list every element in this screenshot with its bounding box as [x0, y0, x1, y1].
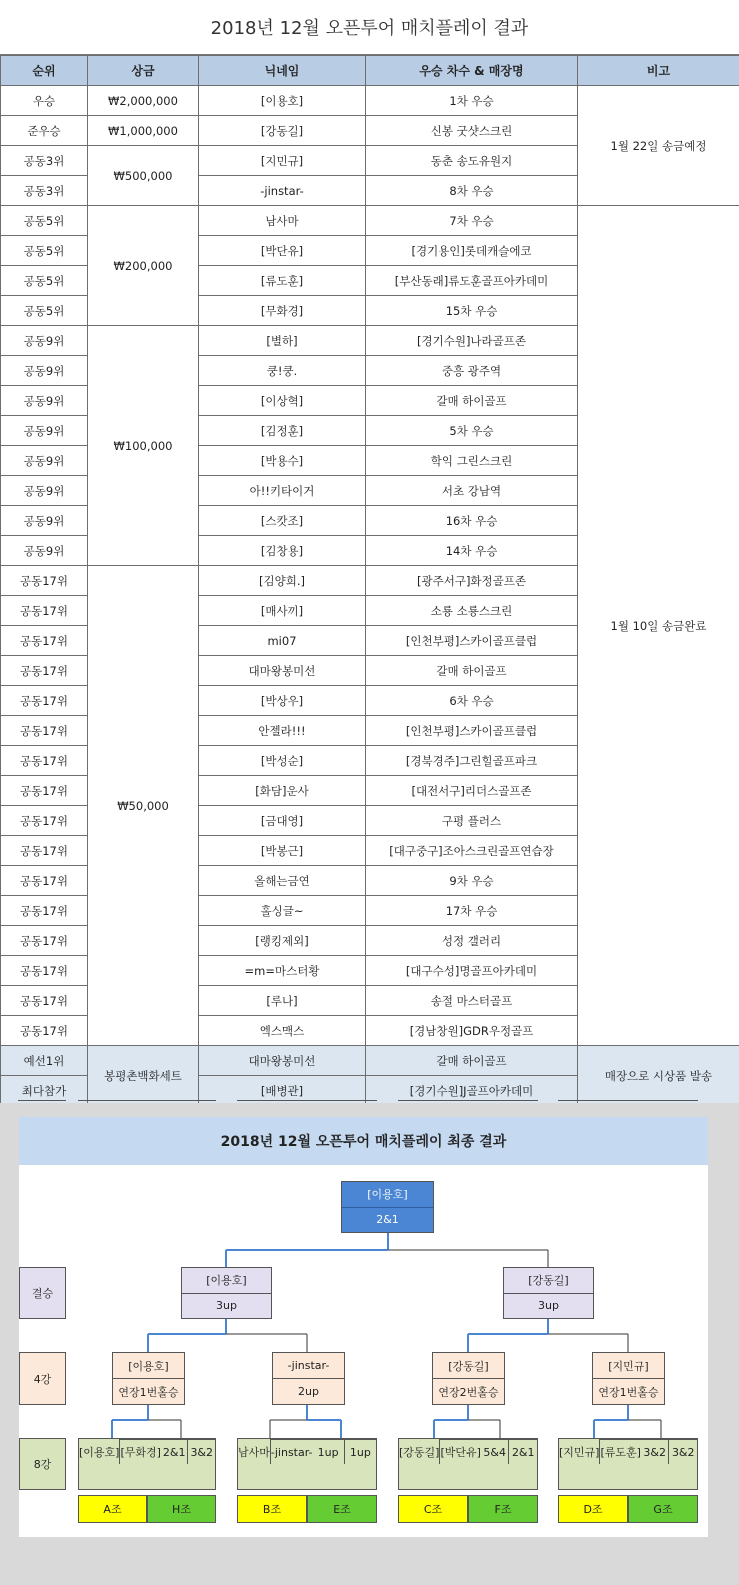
semi-score: 2up — [273, 1378, 344, 1404]
prize-cell: 봉평촌백화세트 — [88, 1046, 199, 1106]
rank-cell: 공동17위 — [1, 716, 88, 746]
nickname-cell: [김양희.] — [199, 566, 366, 596]
quarter-score: 3&2 — [188, 1439, 215, 1464]
nickname-cell: [별하] — [199, 326, 366, 356]
quarter-player: [류도훈] — [600, 1439, 640, 1464]
nickname-cell: [지민규] — [199, 146, 366, 176]
quarter-score: 1up — [313, 1439, 345, 1464]
note-cell: 1월 22일 송금예정 — [578, 86, 739, 206]
nickname-cell: 아!!키타이거 — [199, 476, 366, 506]
venue-cell: 동춘 송도유원지 — [366, 146, 578, 176]
group-label: H조 — [147, 1495, 216, 1523]
quarter-box-2 — [237, 1438, 377, 1490]
rank-cell: 공동5위 — [1, 206, 88, 236]
group-label: G조 — [628, 1495, 698, 1523]
quarter-box-3 — [398, 1438, 538, 1490]
final-box-left — [181, 1267, 272, 1319]
venue-cell: [대전서구]리더스골프존 — [366, 776, 578, 806]
nickname-cell: =m=마스터황 — [199, 956, 366, 986]
header-venue: 우승 차수 & 매장명 — [366, 56, 578, 86]
divider — [237, 1100, 377, 1101]
venue-cell: 서초 강남역 — [366, 476, 578, 506]
rank-cell: 공동9위 — [1, 536, 88, 566]
header-row — [1, 56, 739, 86]
nickname-cell: [류도훈] — [199, 266, 366, 296]
venue-cell: 8차 우승 — [366, 176, 578, 206]
quarter-player: [박단유] — [440, 1439, 480, 1464]
nickname-cell: -jinstar- — [199, 176, 366, 206]
semi-name: -jinstar- — [287, 1359, 330, 1372]
quarter-player: -jinstar- — [271, 1439, 313, 1464]
nickname-cell: 엑스맥스 — [199, 1016, 366, 1046]
results-table — [0, 55, 739, 1106]
venue-cell: 소룡 소룡스크린 — [366, 596, 578, 626]
nickname-cell: [강동길] — [199, 116, 366, 146]
nickname-cell: 쿵!쿵. — [199, 356, 366, 386]
header-nickname: 닉네임 — [199, 56, 366, 86]
rank-cell: 우승 — [1, 86, 88, 116]
finalist-name: [강동길] — [528, 1274, 569, 1288]
nickname-cell: 대마왕봉미선 — [199, 1046, 366, 1076]
nickname-cell: mi07 — [199, 626, 366, 656]
venue-cell: [대구수성]명골프아카데미 — [366, 956, 578, 986]
rank-cell: 공동9위 — [1, 416, 88, 446]
rank-cell: 공동17위 — [1, 806, 88, 836]
venue-cell: [경북경주]그린힐골프파크 — [366, 746, 578, 776]
venue-cell: 14차 우승 — [366, 536, 578, 566]
rank-cell: 공동9위 — [1, 446, 88, 476]
note-cell: 매장으로 시상품 발송 — [578, 1046, 739, 1106]
group-label: F조 — [468, 1495, 538, 1523]
stage-label-quarter: 8강 — [19, 1438, 66, 1490]
group-label: E조 — [307, 1495, 377, 1523]
rank-cell: 예선1위 — [1, 1046, 88, 1076]
rank-cell: 공동17위 — [1, 956, 88, 986]
header-note: 비고 — [578, 56, 739, 86]
divider — [18, 1100, 66, 1101]
venue-cell: 5차 우승 — [366, 416, 578, 446]
venue-cell: [경기용인]롯데캐슬에코 — [366, 236, 578, 266]
prize-cell: ₩200,000 — [88, 206, 199, 326]
rank-cell: 공동9위 — [1, 476, 88, 506]
nickname-cell: [랭킹제외] — [199, 926, 366, 956]
results-body — [1, 86, 739, 1106]
rank-cell: 공동17위 — [1, 686, 88, 716]
table-row — [1, 206, 739, 236]
venue-cell: 중흥 광주역 — [366, 356, 578, 386]
rank-cell: 최다참가 — [1, 1076, 88, 1106]
divider — [78, 1100, 216, 1101]
rank-cell: 공동17위 — [1, 926, 88, 956]
rank-cell: 공동5위 — [1, 236, 88, 266]
venue-cell: 1차 우승 — [366, 86, 578, 116]
quarter-score: 1up — [345, 1439, 376, 1464]
divider — [398, 1100, 538, 1101]
nickname-cell: 남사마 — [199, 206, 366, 236]
rank-cell: 공동3위 — [1, 176, 88, 206]
stage-label-semi: 4강 — [19, 1352, 66, 1405]
nickname-cell: [김정훈] — [199, 416, 366, 446]
final-box-right — [503, 1267, 594, 1319]
quarter-player: [무화경] — [120, 1439, 160, 1464]
quarter-player: 남사마 — [238, 1439, 271, 1464]
rank-cell: 공동9위 — [1, 326, 88, 356]
quarter-score: 2&1 — [161, 1439, 189, 1464]
rank-cell: 공동17위 — [1, 596, 88, 626]
group-label: B조 — [237, 1495, 307, 1523]
nickname-cell: [루나] — [199, 986, 366, 1016]
nickname-cell: [스캇조] — [199, 506, 366, 536]
nickname-cell: [금대영] — [199, 806, 366, 836]
rank-cell: 공동17위 — [1, 626, 88, 656]
quarter-player: [지민규] — [559, 1439, 600, 1464]
champion-score: 2&1 — [342, 1207, 433, 1233]
venue-cell: 갈매 하이골프 — [366, 656, 578, 686]
nickname-cell: [이상혁] — [199, 386, 366, 416]
venue-cell: 6차 우승 — [366, 686, 578, 716]
venue-cell: [경남창원]GDR우정골프 — [366, 1016, 578, 1046]
nickname-cell: [화담]운사 — [199, 776, 366, 806]
rank-cell: 공동17위 — [1, 836, 88, 866]
rank-cell: 공동3위 — [1, 146, 88, 176]
semi-box-2 — [272, 1352, 345, 1405]
nickname-cell: [배병관] — [199, 1076, 366, 1106]
prize-cell: ₩100,000 — [88, 326, 199, 566]
semi-score: 연장2번홀승 — [433, 1378, 504, 1404]
quarter-score: 2&1 — [509, 1439, 537, 1464]
rank-cell: 공동17위 — [1, 896, 88, 926]
rank-cell: 공동9위 — [1, 356, 88, 386]
bracket-title: 2018년 12월 오픈투어 매치플레이 최종 결과 — [19, 1117, 708, 1165]
venue-cell: 신봉 굿샷스크린 — [366, 116, 578, 146]
nickname-cell: [박용수] — [199, 446, 366, 476]
quarter-player: [이용호] — [79, 1439, 120, 1464]
group-label: D조 — [558, 1495, 628, 1523]
nickname-cell: [박상우] — [199, 686, 366, 716]
rank-cell: 공동5위 — [1, 266, 88, 296]
semi-score: 연장1번홀승 — [113, 1378, 184, 1404]
venue-cell: [인천부평]스카이골프클럽 — [366, 626, 578, 656]
rank-cell: 공동17위 — [1, 746, 88, 776]
venue-cell: 구평 플러스 — [366, 806, 578, 836]
nickname-cell: 올해는금연 — [199, 866, 366, 896]
rank-cell: 공동17위 — [1, 866, 88, 896]
venue-cell: 성정 갤러리 — [366, 926, 578, 956]
venue-cell: 갈매 하이골프 — [366, 1046, 578, 1076]
nickname-cell: [김창용] — [199, 536, 366, 566]
venue-cell: 갈매 하이골프 — [366, 386, 578, 416]
rank-cell: 공동5위 — [1, 296, 88, 326]
venue-cell: [경기수원]나라골프존 — [366, 326, 578, 356]
results-title: 2018년 12월 오픈투어 매치플레이 결과 — [0, 0, 739, 55]
venue-cell: 송절 마스터골프 — [366, 986, 578, 1016]
nickname-cell: [박성순] — [199, 746, 366, 776]
table-row — [1, 86, 739, 116]
venue-cell: 학익 그린스크린 — [366, 446, 578, 476]
quarter-score: 3&2 — [641, 1439, 670, 1464]
prize-cell: ₩50,000 — [88, 566, 199, 1046]
header-prize: 상금 — [88, 56, 199, 86]
rank-cell: 공동9위 — [1, 506, 88, 536]
finalist-score: 3up — [504, 1293, 593, 1319]
venue-cell: [인천부평]스카이골프클럽 — [366, 716, 578, 746]
stage-label-final: 결승 — [19, 1267, 66, 1319]
venue-cell: 7차 우승 — [366, 206, 578, 236]
nickname-cell: [박단유] — [199, 236, 366, 266]
nickname-cell: 홀싱글~ — [199, 896, 366, 926]
semi-name: [강동길] — [448, 1359, 489, 1373]
quarter-player: [강동길] — [399, 1439, 440, 1464]
semi-box-1 — [112, 1352, 185, 1405]
finalist-score: 3up — [182, 1293, 271, 1319]
champion-name: [이용호] — [367, 1188, 408, 1202]
nickname-cell: 대마왕봉미선 — [199, 656, 366, 686]
quarter-score: 3&2 — [669, 1439, 697, 1464]
group-label: C조 — [398, 1495, 468, 1523]
quarter-box-4 — [558, 1438, 698, 1490]
quarter-box-1 — [78, 1438, 216, 1490]
semi-box-3 — [432, 1352, 505, 1405]
nickname-cell: [박봉근] — [199, 836, 366, 866]
quarter-score: 5&4 — [481, 1439, 510, 1464]
venue-cell: [경기수원]J골프아카데미 — [366, 1076, 578, 1106]
venue-cell: [부산동래]류도훈골프아카데미 — [366, 266, 578, 296]
rank-cell: 공동17위 — [1, 776, 88, 806]
rank-cell: 공동17위 — [1, 656, 88, 686]
group-label: A조 — [78, 1495, 147, 1523]
rank-cell: 공동9위 — [1, 386, 88, 416]
nickname-cell: [이용호] — [199, 86, 366, 116]
prize-cell: ₩1,000,000 — [88, 116, 199, 146]
rank-cell: 공동17위 — [1, 1016, 88, 1046]
rank-cell: 준우승 — [1, 116, 88, 146]
rank-cell: 공동17위 — [1, 566, 88, 596]
nickname-cell: [무화경] — [199, 296, 366, 326]
semi-score: 연장1번홀승 — [593, 1378, 664, 1404]
divider — [558, 1100, 698, 1101]
venue-cell: [광주서구]화정골프존 — [366, 566, 578, 596]
champion-box — [341, 1181, 434, 1233]
header-rank: 순위 — [1, 56, 88, 86]
rank-cell: 공동17위 — [1, 986, 88, 1016]
prize-cell: ₩500,000 — [88, 146, 199, 206]
table-row — [1, 1046, 739, 1076]
nickname-cell: [매사끼] — [199, 596, 366, 626]
semi-name: [지민규] — [608, 1359, 649, 1373]
venue-cell: [대구중구]조아스크린골프연습장 — [366, 836, 578, 866]
note-cell: 1월 10일 송금완료 — [578, 206, 739, 1046]
semi-box-4 — [592, 1352, 665, 1405]
prize-cell: ₩2,000,000 — [88, 86, 199, 116]
semi-name: [이용호] — [128, 1359, 169, 1373]
venue-cell: 17차 우승 — [366, 896, 578, 926]
nickname-cell: 안젤라!!! — [199, 716, 366, 746]
venue-cell: 16차 우승 — [366, 506, 578, 536]
venue-cell: 15차 우승 — [366, 296, 578, 326]
finalist-name: [이용호] — [206, 1274, 247, 1288]
venue-cell: 9차 우승 — [366, 866, 578, 896]
